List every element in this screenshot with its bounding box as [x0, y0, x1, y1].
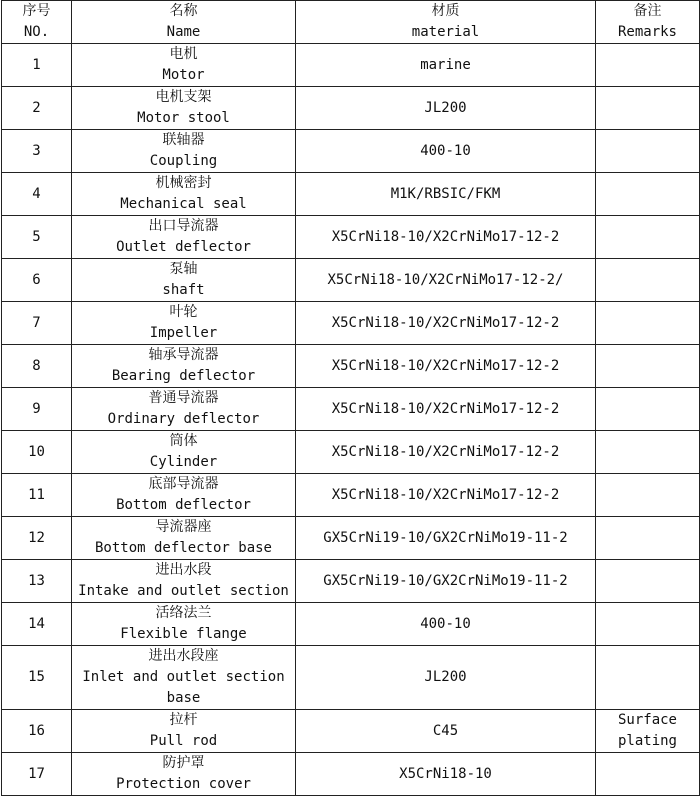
cell-no: 6 [2, 259, 72, 302]
name-zh: 出口导流器 [148, 218, 219, 234]
name-zh: 机械密封 [155, 175, 212, 191]
cell-name [72, 560, 296, 603]
cell-name [72, 474, 296, 517]
cell-material: X5CrNi18-10 [296, 753, 596, 796]
table-row [2, 302, 700, 345]
cell-remarks [596, 646, 700, 710]
cell-material: X5CrNi18-10/X2CrNiMo17-12-2 [296, 302, 596, 345]
name-en: Bearing deflector [111, 368, 256, 384]
cell-no: 15 [2, 646, 72, 710]
cell-no: 3 [2, 130, 72, 173]
cell-name [72, 130, 296, 173]
cell-no: 16 [2, 710, 72, 753]
cell-remarks [596, 259, 700, 302]
cell-remarks [596, 474, 700, 517]
cell-name [72, 388, 296, 431]
table-row [2, 259, 700, 302]
name-zh: 普通导流器 [148, 390, 219, 406]
table-row [2, 345, 700, 388]
cell-material: C45 [296, 710, 596, 753]
header-material [296, 1, 596, 44]
table-row [2, 710, 700, 753]
cell-no: 4 [2, 173, 72, 216]
table-row [2, 388, 700, 431]
name-en: Intake and outlet section [78, 583, 289, 599]
cell-no: 7 [2, 302, 72, 345]
cell-remarks [596, 345, 700, 388]
header-no-en: NO. [23, 24, 50, 40]
cell-material: M1K/RBSIC/FKM [296, 173, 596, 216]
name-en: Ordinary deflector [107, 411, 260, 427]
table-row [2, 517, 700, 560]
header-material-en: material [411, 24, 480, 40]
header-name-zh: 名称 [169, 3, 198, 19]
cell-name [72, 603, 296, 646]
header-no-zh: 序号 [22, 3, 51, 19]
cell-no: 17 [2, 753, 72, 796]
name-en: Flexible flange [120, 626, 247, 642]
table-row [2, 173, 700, 216]
cell-material: 400-10 [296, 603, 596, 646]
name-en: Motor [162, 67, 205, 83]
cell-material: X5CrNi18-10/X2CrNiMo17-12-2 [296, 388, 596, 431]
table-row [2, 130, 700, 173]
cell-no: 10 [2, 431, 72, 474]
name-zh: 联轴器 [162, 132, 205, 148]
cell-no: 9 [2, 388, 72, 431]
cell-name [72, 646, 296, 710]
cell-name [72, 302, 296, 345]
name-en: Mechanical seal [120, 196, 247, 212]
cell-no: 5 [2, 216, 72, 259]
cell-remarks [596, 302, 700, 345]
cell-remarks [596, 388, 700, 431]
cell-name [72, 345, 296, 388]
header-material-zh: 材质 [431, 3, 460, 19]
name-zh: 泵轴 [169, 261, 198, 277]
name-zh: 叶轮 [169, 304, 198, 320]
cell-name [72, 173, 296, 216]
header-name-en: Name [166, 24, 201, 40]
table-row [2, 603, 700, 646]
table-row [2, 753, 700, 796]
name-zh: 进出水段 [155, 562, 212, 578]
cell-remarks [596, 517, 700, 560]
cell-material: marine [296, 44, 596, 87]
cell-no: 11 [2, 474, 72, 517]
cell-material: JL200 [296, 646, 596, 710]
cell-no: 1 [2, 44, 72, 87]
name-en: shaft [162, 282, 205, 298]
cell-no: 2 [2, 87, 72, 130]
table-row [2, 216, 700, 259]
table-row [2, 87, 700, 130]
cell-remarks [596, 216, 700, 259]
name-zh: 轴承导流器 [148, 347, 219, 363]
cell-name [72, 753, 296, 796]
cell-name [72, 44, 296, 87]
header-no [2, 1, 72, 44]
cell-material: X5CrNi18-10/X2CrNiMo17-12-2 [296, 474, 596, 517]
table-row [2, 474, 700, 517]
name-zh: 活络法兰 [155, 605, 212, 621]
cell-name [72, 431, 296, 474]
name-zh: 拉杆 [169, 712, 198, 728]
header-name [72, 1, 296, 44]
name-en: Coupling [149, 153, 218, 169]
cell-no: 14 [2, 603, 72, 646]
cell-remarks [596, 173, 700, 216]
name-zh: 底部导流器 [148, 476, 219, 492]
name-zh: 电机 [169, 46, 198, 62]
table-row [2, 646, 700, 710]
cell-no: 12 [2, 517, 72, 560]
cell-remarks: Surface plating [596, 710, 700, 753]
name-zh: 电机支架 [155, 89, 212, 105]
name-en: Bottom deflector [116, 497, 251, 513]
cell-no: 8 [2, 345, 72, 388]
parts-material-table [1, 0, 700, 796]
cell-remarks [596, 130, 700, 173]
name-zh: 筒体 [169, 433, 198, 449]
cell-name [72, 216, 296, 259]
name-en: Outlet deflector [116, 239, 251, 255]
cell-remarks [596, 44, 700, 87]
name-en: Impeller [149, 325, 218, 341]
name-en: Cylinder [149, 454, 218, 470]
name-zh: 导流器座 [155, 519, 212, 535]
cell-name [72, 517, 296, 560]
cell-name [72, 259, 296, 302]
cell-remarks [596, 431, 700, 474]
name-zh: 进出水段座 [148, 648, 219, 664]
cell-name [72, 710, 296, 753]
cell-remarks [596, 753, 700, 796]
cell-name [72, 87, 296, 130]
cell-material: 400-10 [296, 130, 596, 173]
cell-material: JL200 [296, 87, 596, 130]
header-remarks-en: Remarks [617, 24, 677, 40]
header-row [2, 1, 700, 44]
name-en: Pull rod [149, 733, 218, 749]
table-row [2, 44, 700, 87]
cell-material: GX5CrNi19-10/GX2CrNiMo19-11-2 [296, 560, 596, 603]
table-row [2, 560, 700, 603]
cell-material: X5CrNi18-10/X2CrNiMo17-12-2 [296, 216, 596, 259]
header-remarks-zh: 备注 [633, 3, 662, 19]
cell-material: X5CrNi18-10/X2CrNiMo17-12-2 [296, 345, 596, 388]
header-remarks [596, 1, 700, 44]
name-en: Inlet and outlet section base [82, 669, 285, 706]
cell-material: X5CrNi18-10/X2CrNiMo17-12-2 [296, 431, 596, 474]
cell-remarks [596, 560, 700, 603]
cell-material: X5CrNi18-10/X2CrNiMo17-12-2/ [296, 259, 596, 302]
name-en: Protection cover [116, 776, 251, 792]
table-row [2, 431, 700, 474]
cell-remarks [596, 87, 700, 130]
name-en: Bottom deflector base [94, 540, 272, 556]
name-en: Motor stool [137, 110, 230, 126]
name-zh: 防护罩 [162, 755, 205, 771]
table-body [2, 44, 700, 796]
table-header [2, 1, 700, 44]
cell-remarks [596, 603, 700, 646]
cell-material: GX5CrNi19-10/GX2CrNiMo19-11-2 [296, 517, 596, 560]
cell-no: 13 [2, 560, 72, 603]
